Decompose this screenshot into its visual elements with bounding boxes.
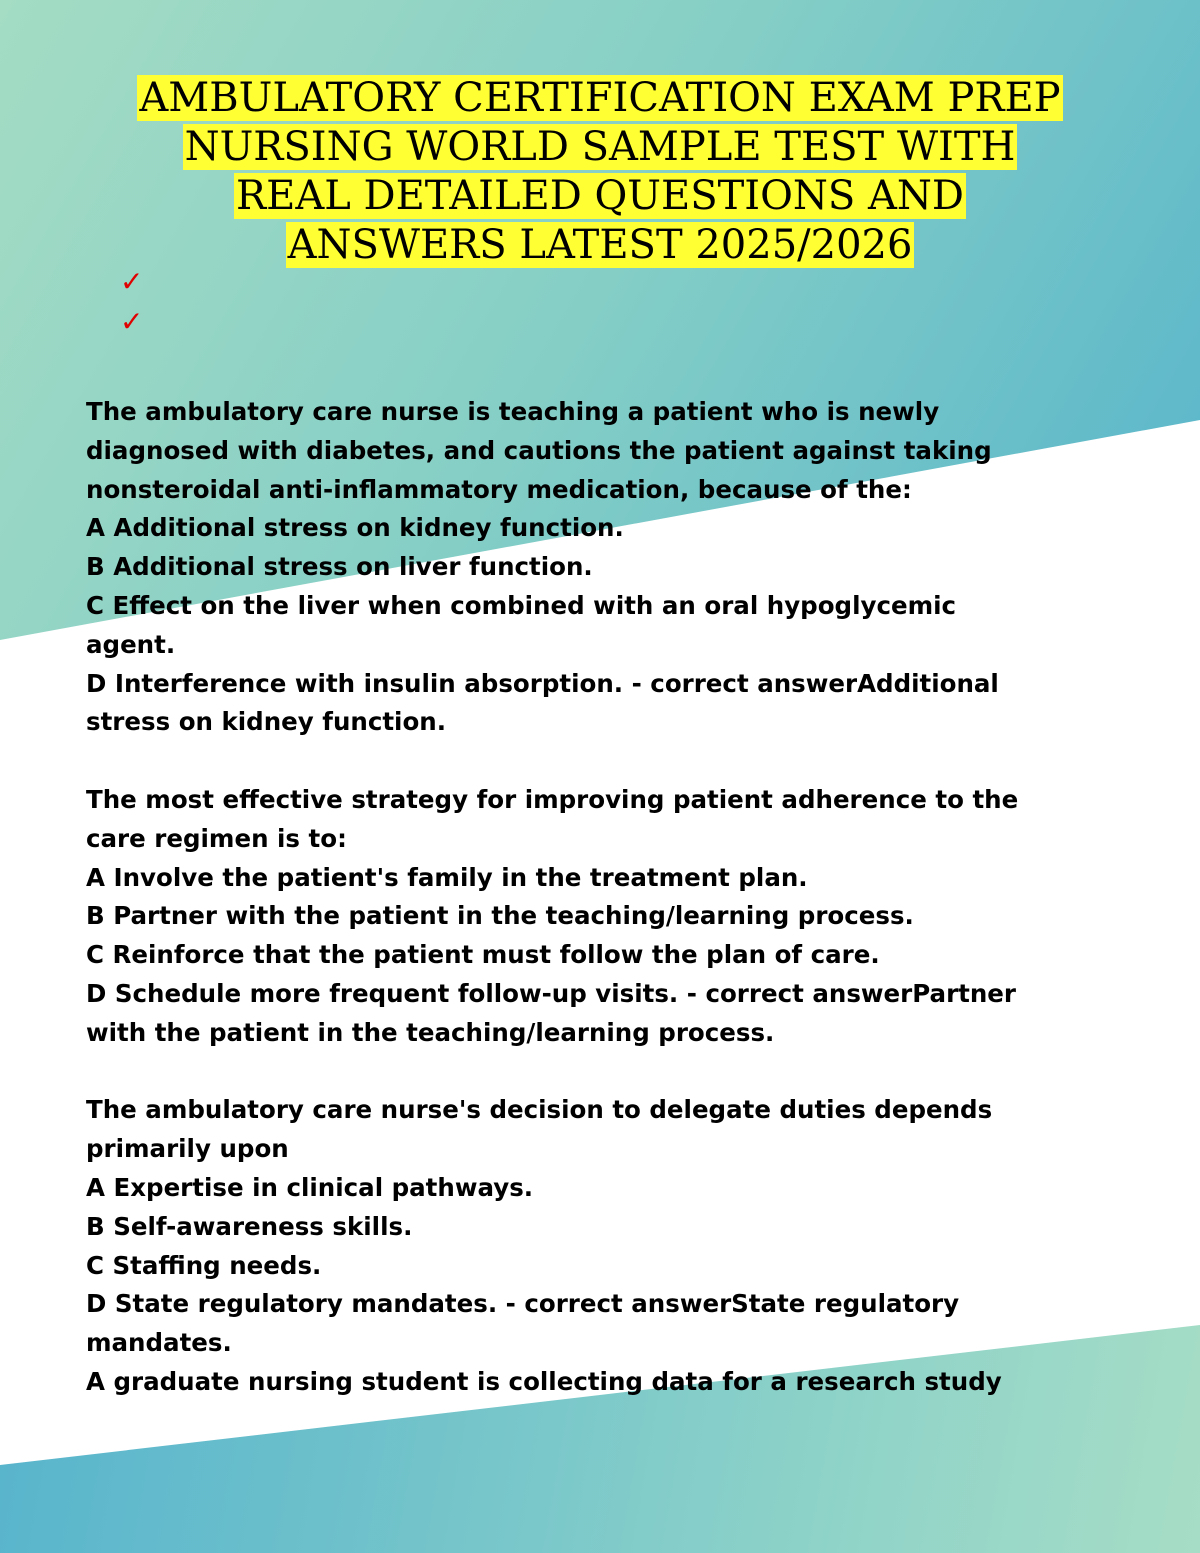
question-line: care regimen is to: — [86, 823, 347, 853]
title-line: NURSING WORLD SAMPLE TEST WITH — [184, 124, 1016, 170]
option-line: A Expertise in clinical pathways. — [86, 1172, 534, 1202]
title-line: REAL DETAILED QUESTIONS AND — [236, 173, 964, 219]
question-block-2 — [86, 781, 1126, 1053]
spacer — [86, 742, 1126, 781]
option-line: agent. — [86, 629, 176, 659]
answer-line: with the patient in the teaching/learning process. — [86, 1017, 775, 1047]
option-line: A Involve the patient's family in the treatment plan. — [86, 862, 808, 892]
title-line: AMBULATORY CERTIFICATION EXAM PREP — [139, 75, 1061, 121]
question-line: The ambulatory care nurse is teaching a patient who is newly — [86, 397, 940, 426]
option-line: C Staffing needs. — [86, 1250, 322, 1280]
option-line: B Self-awareness skills. — [86, 1211, 413, 1241]
question-line: The most effective strategy for improving patient adherence to the — [86, 784, 1019, 814]
question-line: primarily upon — [86, 1134, 289, 1164]
spacer — [86, 1053, 1126, 1092]
question-line: nonsteroidal anti-inflammatory medication, because of the: — [86, 474, 912, 504]
question-block-1 — [86, 393, 1126, 742]
question-line: The ambulatory care nurse's decision to delegate duties depends — [86, 1095, 993, 1125]
checkmark-icon: ✓ — [120, 305, 144, 338]
answer-line: mandates. — [86, 1328, 232, 1358]
answer-line: D State regulatory mandates. - correct answerState regulatory — [86, 1289, 960, 1319]
question-line: diagnosed with diabetes, and cautions the patient against taking — [86, 435, 992, 465]
checkmark-list — [120, 262, 143, 342]
document-title — [60, 74, 1140, 270]
answer-line: D Schedule more frequent follow-up visits. - correct answerPartner — [86, 978, 1017, 1008]
option-line: C Effect on the liver when combined with an oral hypoglycemic — [86, 590, 957, 620]
answer-line: stress on kidney function. — [86, 707, 447, 737]
option-line: C Reinforce that the patient must follow the plan of care. — [86, 940, 880, 970]
option-line: A Additional stress on kidney function. — [86, 513, 624, 543]
questions-content — [86, 393, 1126, 1402]
checkmark-icon: ✓ — [120, 265, 144, 298]
question-block-3 — [86, 1091, 1126, 1401]
option-line: B Partner with the patient in the teaching/learning process. — [86, 901, 914, 931]
question-line: A graduate nursing student is collecting data for a research study — [86, 1366, 1002, 1396]
option-line: B Additional stress on liver function. — [86, 552, 593, 582]
title-line: ANSWERS LATEST 2025/2026 — [287, 222, 913, 268]
answer-line: D Interference with insulin absorption. - correct answerAdditional — [86, 668, 999, 698]
